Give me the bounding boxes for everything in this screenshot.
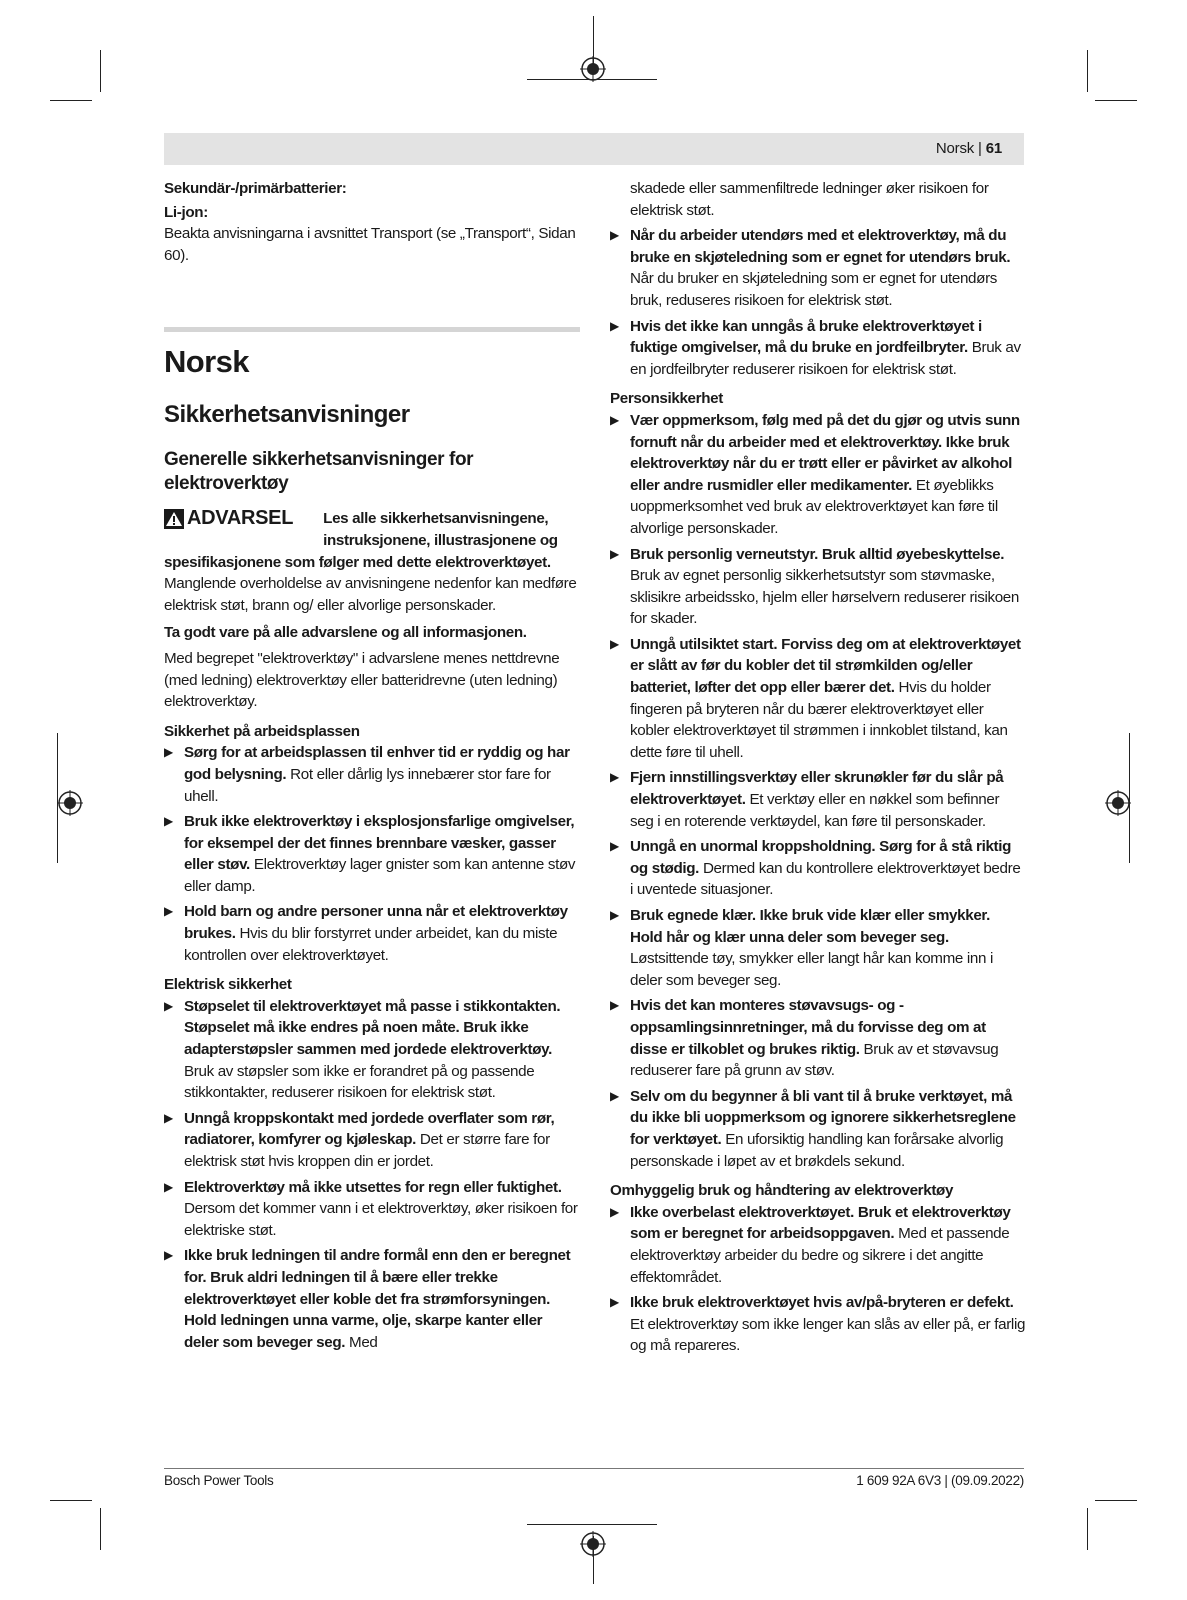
warning-badge-label: ADVARSEL — [187, 507, 294, 530]
item-bold: Unngå utilsiktet start. Forviss deg om at elektroverktøyet er slått av før du kobler det til strømkilden og/eller batteriet, løfter det opp eller bærer det. — [630, 635, 1021, 697]
triangle-right-icon: ▶ — [610, 908, 619, 922]
registration-mark-icon — [1105, 790, 1131, 816]
list-item — [610, 634, 1026, 764]
item-text: Når du bruker en skjøteledning som er egnet for utendørs bruk, reduseres risikoen for elektrisk støt. — [630, 270, 998, 309]
list-item — [610, 225, 1026, 311]
page-number: 61 — [985, 140, 1002, 157]
triangle-right-icon: ▶ — [610, 412, 619, 427]
crop-mark — [527, 1524, 657, 1525]
item-text: Et øyeblikks uoppmerksomhet ved bruk av elektroverktøyet kan føre til alvorlige personskader. — [630, 476, 998, 537]
warning-bold-continued: spesifikasjonene som følger med dette elektroverktøyet. — [164, 553, 551, 571]
warning-text: Manglende overholdelse av anvisningene nedenfor kan medføre elektrisk støt, brann og/ eller alvorlige personskader. — [164, 575, 577, 614]
footer-brand: Bosch Power Tools — [164, 1473, 274, 1488]
heading-personal-safety: Personsikkerhet — [610, 390, 723, 408]
personal-safety-list — [610, 410, 1026, 1172]
list-item — [610, 410, 1026, 540]
list-item — [164, 1108, 580, 1173]
triangle-right-icon: ▶ — [610, 1295, 619, 1310]
list-item — [610, 544, 1026, 630]
heading-tool-care: Omhyggelig bruk og håndtering av elektroverktøy — [610, 1182, 954, 1200]
crop-mark — [50, 1500, 92, 1501]
item-bold: Bruk egnede klær. Ikke bruk vide klær eller smykker. Hold hår og klær unna deler som beveger seg. — [630, 907, 991, 946]
triangle-right-icon: ▶ — [164, 1248, 173, 1263]
list-item — [610, 1292, 1026, 1357]
triangle-right-icon: ▶ — [610, 839, 619, 854]
item-bold: Ikke bruk elektroverktøyet hvis av/på-bryteren er defekt. — [630, 1294, 1014, 1312]
left-column — [164, 178, 580, 1357]
subheading-batteries: Sekundär-/primärbatterier: — [164, 180, 347, 197]
item-bold: Hvis det kan monteres støvavsugs- og -oppsamlingsinnretninger, må du forvisse deg om at disse er tilkoblet og brukes riktig. — [630, 997, 986, 1058]
item-text: Rot eller dårlig lys innebærer stor fare for uhell. — [184, 765, 551, 805]
item-bold: Ikke bruk ledningen til andre formål enn den er beregnet for. Bruk aldri ledningen til å bære eller trekke elektroverktøyet eller koble det fra strømforsyningen. Hold ledningen unna varme, olje, skarpe kanter eller deler som beveger seg. — [184, 1247, 571, 1351]
triangle-right-icon: ▶ — [610, 228, 619, 243]
list-item — [610, 1086, 1026, 1172]
electrical-safety-list-continued — [610, 225, 1026, 380]
item-text: En uforsiktig handling kan forårsake alvorlig personskade i løpet av et brøkdels sekund. — [630, 1130, 1004, 1170]
warning-triangle-icon — [164, 509, 184, 529]
item-text: Dersom det kommer vann i et elektroverktøy, øker risikoen for elektriske støt. — [184, 1200, 578, 1239]
term-definition: Med begrepet "elektroverktøy" i advarslene menes nettdrevne (med ledning) elektroverktøy eller batteridrevne (uten ledning) elektroverktøy. — [164, 649, 560, 711]
item-bold: Selv om du begynner å bli vant til å bruke verktøyet, må du ikke bli uoppmerksom og ignorere sikkerhetsreglene for verktøyet. — [630, 1087, 1016, 1148]
item-text: Dermed kan du kontrollere elektroverktøyet bedre i uventede situasjoner. — [630, 859, 1021, 899]
item-text: Med — [349, 1333, 378, 1351]
intro-text: Beakta anvisningarna i avsnittet Transport (se „Transport“, Sidan 60). — [164, 225, 576, 264]
item-text: Hvis du holder fingeren på bryteren når du bærer elektroverktøyet eller kobler elektroverktøyet til strømmen i innkoblet tilstand, kan dette føre til uhell. — [630, 679, 1008, 761]
list-item — [610, 1202, 1026, 1288]
item-bold: Bruk ikke elektroverktøy i eksplosjonsfarlige omgivelser, for eksempel der det finnes brennbare væsker, gasser eller støv. — [184, 813, 575, 874]
crop-mark — [50, 100, 92, 101]
triangle-right-icon: ▶ — [610, 770, 619, 785]
item-bold: Hold barn og andre personer unna når et elektroverktøy brukes. — [184, 903, 568, 943]
item-text: Bruk av egnet personlig sikkerhetsutstyr som støvmaske, sklisikre arbeidssko, hjelm eller hørselvern reduserer risikoen for skader. — [630, 567, 1019, 628]
footer-divider — [164, 1468, 1024, 1469]
item-bold: Ikke overbelast elektroverktøyet. Bruk et elektroverktøy som er beregnet for arbeidsoppgaven. — [630, 1203, 1011, 1243]
item-text: Et elektroverktøy som ikke lenger kan slås av eller på, er farlig og må repareres. — [630, 1315, 1026, 1355]
warning-block — [164, 508, 580, 551]
right-column — [610, 178, 1026, 1361]
electrical-safety-list — [164, 996, 580, 1354]
triangle-right-icon: ▶ — [164, 745, 173, 760]
crop-mark — [1087, 1508, 1088, 1550]
warning-paragraph — [164, 552, 580, 617]
list-item — [164, 996, 580, 1104]
item-text: Bruk av støpsler som ikke er forandret på og passende stikkontakter, reduserer risikoen for elektrisk støt. — [184, 1062, 535, 1102]
section-divider — [164, 327, 580, 332]
header-section: Norsk — [935, 140, 975, 157]
item-text: Bruk av en jordfeilbryter reduserer risikoen for elektrisk støt. — [630, 339, 1021, 378]
page-title: Norsk — [164, 344, 249, 380]
item-bold: Unngå kroppskontakt med jordede overflater som rør, radiatorer, komfyrer og kjøleskap. — [184, 1109, 555, 1149]
item-bold: Vær oppmerksom, følg med på det du gjør og utvis sunn fornuft når du arbeider med et elektroverktøy. Ikke bruk elektroverktøy når du er trøtt eller er påvirket av alkohol eller andre rusmidler eller medikamenter. — [630, 411, 1020, 494]
header-label — [936, 140, 1002, 157]
triangle-right-icon: ▶ — [610, 636, 619, 651]
list-item — [164, 1245, 580, 1353]
triangle-right-icon: ▶ — [164, 1110, 173, 1125]
crop-mark — [100, 1508, 101, 1550]
triangle-right-icon: ▶ — [164, 1179, 173, 1194]
warning-badge — [164, 508, 293, 530]
item-bold: Sørg for at arbeidsplassen til enhver tid er ryddig og har god belysning. — [184, 744, 570, 783]
crop-mark — [1095, 1500, 1137, 1501]
list-item — [610, 836, 1026, 901]
item-text: Hvis du blir forstyrret under arbeidet, kan du miste kontrollen over elektroverktøyet. — [184, 925, 558, 964]
triangle-right-icon: ▶ — [610, 1088, 619, 1103]
item-bold: Hvis det ikke kan unngås å bruke elektroverktøyet i fuktige omgivelser, må du bruke en jordfeilbryter. — [630, 317, 982, 357]
list-item — [164, 1177, 580, 1242]
item-bold: Elektroverktøy må ikke utsettes for regn eller fuktighet. — [184, 1178, 562, 1196]
item-text: Bruk av et støvavsug reduserer fare på grunn av støv. — [630, 1040, 999, 1080]
item-bold: Bruk personlig verneutstyr. Bruk alltid øyebeskyttelse. — [630, 545, 1005, 563]
subheading-li-ion: Li-jon: — [164, 203, 208, 221]
list-item — [164, 811, 580, 897]
heading-work-area: Sikkerhet på arbeidsplassen — [164, 722, 360, 740]
item-text: Et verktøy eller en nøkkel som befinner seg i en roterende verktøydel, kan føre til personskader. — [630, 791, 1000, 830]
list-item — [610, 905, 1026, 991]
registration-mark-icon — [57, 790, 83, 816]
item-text: Med et passende elektroverktøy arbeider du bedre og sikrere i det angitte effektområdet. — [630, 1225, 1010, 1286]
crop-mark — [1095, 100, 1137, 101]
list-item — [164, 901, 580, 966]
work-area-list — [164, 742, 580, 966]
list-item — [610, 316, 1026, 381]
item-bold: Når du arbeider utendørs med et elektroverktøy, må du bruke en skjøteledning som er egnet for utendørs bruk. — [630, 227, 1011, 266]
item-bold: Unngå en unormal kroppsholdning. Sørg for å stå riktig og stødig. — [630, 838, 1012, 877]
item-bold: Fjern innstillingsverktøy eller skrunøkler før du slår på elektroverktøyet. — [630, 769, 1004, 809]
item-text: Løstsittende tøy, smykker eller langt hår kan komme inn i deler som beveger seg. — [630, 950, 993, 989]
subsection-heading: Generelle sikkerhetsanvisninger for elektroverktøy — [164, 449, 474, 495]
triangle-right-icon: ▶ — [610, 998, 619, 1013]
triangle-right-icon: ▶ — [164, 904, 173, 919]
list-item — [610, 767, 1026, 832]
continued-text: skadede eller sammenfiltrede ledninger øker risikoen for elektrisk støt. — [630, 180, 989, 219]
section-heading: Sikkerhetsanvisninger — [164, 401, 410, 429]
triangle-right-icon: ▶ — [610, 1204, 619, 1219]
crop-mark — [100, 50, 101, 92]
list-item — [164, 742, 580, 807]
crop-mark — [1087, 50, 1088, 92]
page-header — [164, 133, 1024, 165]
item-text: Det er større fare for elektrisk støt hvis kroppen din er jordet. — [184, 1131, 550, 1170]
triangle-right-icon: ▶ — [164, 814, 173, 829]
item-bold: Støpselet til elektroverktøyet må passe i stikkontakten. Støpselet må ikke endres på noen måte. Bruk ikke adapterstøpsler sammen med jordede elektroverktøy. — [184, 997, 561, 1059]
triangle-right-icon: ▶ — [164, 998, 173, 1013]
triangle-right-icon: ▶ — [610, 546, 619, 561]
triangle-right-icon: ▶ — [610, 318, 619, 333]
list-item — [610, 995, 1026, 1081]
registration-mark-icon — [580, 1531, 606, 1557]
heading-electrical-safety: Elektrisk sikkerhet — [164, 976, 292, 994]
header-separator: | — [974, 140, 986, 157]
item-text: Elektroverktøy lager gnister som kan antenne støv eller damp. — [184, 856, 576, 895]
registration-mark-icon — [580, 56, 606, 82]
keep-instructions: Ta godt vare på alle advarslene og all informasjonen. — [164, 624, 527, 642]
footer-doc-number: 1 609 92A 6V3 | (09.09.2022) — [856, 1473, 1024, 1488]
tool-care-list — [610, 1202, 1026, 1357]
warning-bold-intro: Les alle sikkerhetsanvisningene, instruksjonene, illustrasjonene og — [323, 510, 558, 549]
